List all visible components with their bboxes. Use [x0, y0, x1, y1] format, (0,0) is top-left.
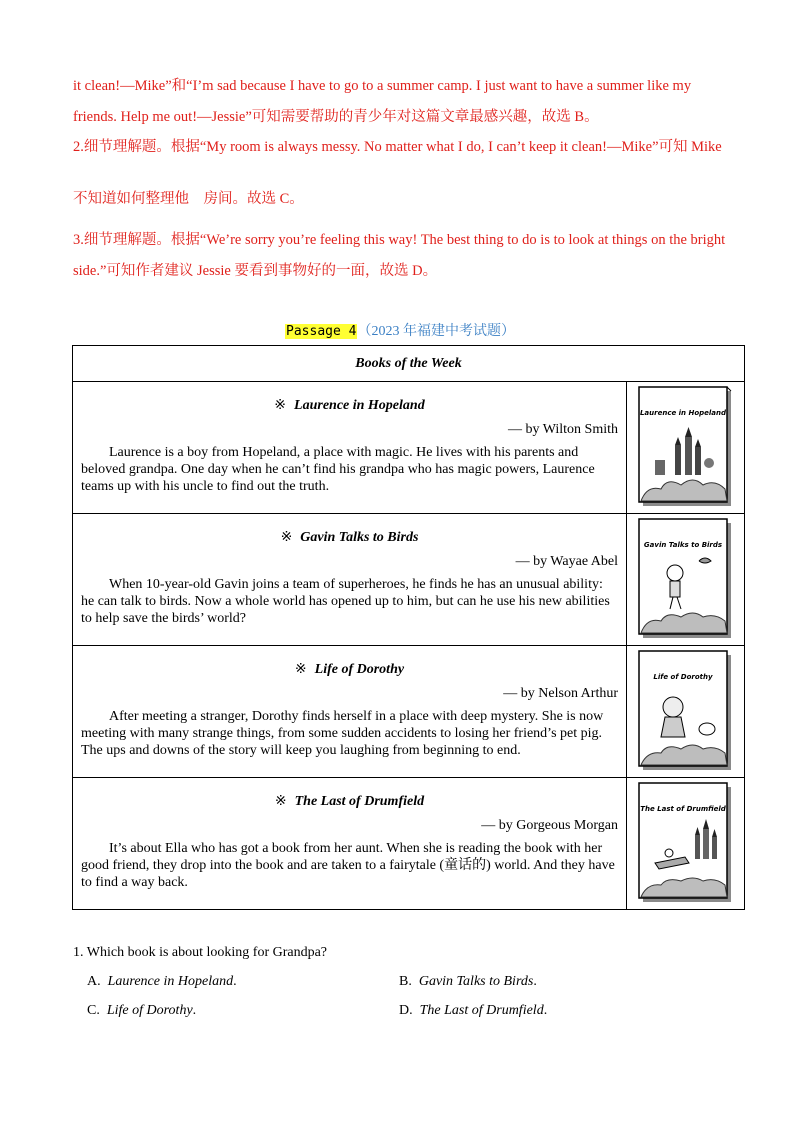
book-title: ※ Life of Dorothy: [294, 662, 405, 677]
option-d[interactable]: D. The Last of Drumfield.: [399, 1003, 548, 1018]
explanation-line-5: 3.细节理解题。根据“We’re sorry you’re feeling this way! The best thing to do is to look at things on the bright: [73, 232, 726, 248]
book-title: ※ Gavin Talks to Birds: [280, 530, 419, 545]
book-description: When 10-year-old Gavin joins a team of superheroes, he finds he has an unusual ability: he can talk to birds. Now a whole world has opened up to him, but can he use his new abilities to help save the birds’ world?: [81, 577, 610, 626]
cover-title: Laurence in Hopeland: [639, 409, 726, 417]
book-author: — by Wayae Abel: [515, 554, 618, 569]
explanation-line-2: friends. Help me out!—Jessie”可知需要帮助的青少年对这篇文章最感兴趣，故选 B。: [73, 109, 599, 125]
cover-title: Life of Dorothy: [652, 673, 713, 681]
book-row: [73, 382, 745, 514]
book-cover-castle-image: [637, 385, 735, 509]
book-title: ※ The Last of Drumfield: [274, 794, 425, 809]
option-c[interactable]: C. Life of Dorothy.: [87, 1003, 197, 1018]
book-cover-girl-pig-image: [637, 649, 735, 773]
book-description: It’s about Ella who has got a book from her aunt. When she is reading the book with her good friend, they drop into the book and are taken to a fairytale (童话的) world. And they have to find a way back.: [81, 841, 615, 890]
option-a[interactable]: A. Laurence in Hopeland.: [87, 974, 237, 989]
reference-mark: ※: [294, 662, 307, 677]
reference-mark: ※: [280, 530, 293, 545]
explanation-line-6: side.”可知作者建议 Jessie 要看到事物好的一面，故选 D。: [73, 263, 438, 279]
passage-label: Passage 4: [286, 324, 357, 339]
book-row: [73, 646, 745, 778]
cover-title: The Last of Drumfield: [639, 805, 726, 813]
cover-title: Gavin Talks to Birds: [643, 541, 722, 549]
option-b[interactable]: B. Gavin Talks to Birds.: [399, 974, 537, 989]
explanation-line-3: 2.细节理解题。根据“My room is always messy. No matter what I do, I can’t keep it clean!—Mike”可知 Mike: [73, 139, 722, 155]
book-row: [73, 514, 745, 646]
book-title: ※ Laurence in Hopeland: [274, 398, 425, 413]
passage-source: （2023 年福建中考试题）: [357, 324, 515, 339]
book-description: Laurence is a boy from Hopeland, a place with magic. He lives with his parents and beloved grandpa. One day when he can’t find his grandpa who has magic powers, Laurence teams up with his uncle to find out the truth.: [81, 445, 595, 494]
books-table: [72, 345, 745, 910]
book-cover-boy-bird-image: [637, 517, 735, 641]
question-text: 1. Which book is about looking for Grandpa?: [73, 945, 328, 960]
book-description: After meeting a stranger, Dorothy finds herself in a place with deep mystery. She is now meeting with many strange things, from some sudden accidents to losing her friend’s pet pig. The ups and downs of the story will keep you laughing from beginning to end.: [81, 709, 604, 758]
book-author: — by Gorgeous Morgan: [481, 818, 618, 833]
explanation-line-1: it clean!—Mike”和“I’m sad because I have to go to a summer camp. I just want to have a summer like my: [73, 78, 692, 94]
reference-mark: ※: [274, 794, 287, 809]
book-cover-flying-carpet-image: [637, 781, 735, 905]
explanation-line-4: 不知道如何整理他 房间。故选 C。: [73, 191, 304, 207]
reference-mark: ※: [274, 398, 287, 413]
table-header: Books of the Week: [73, 346, 745, 382]
book-row: [73, 778, 745, 910]
book-author: — by Wilton Smith: [507, 422, 618, 437]
book-author: — by Nelson Arthur: [503, 686, 618, 701]
passage-heading: [0, 320, 800, 340]
